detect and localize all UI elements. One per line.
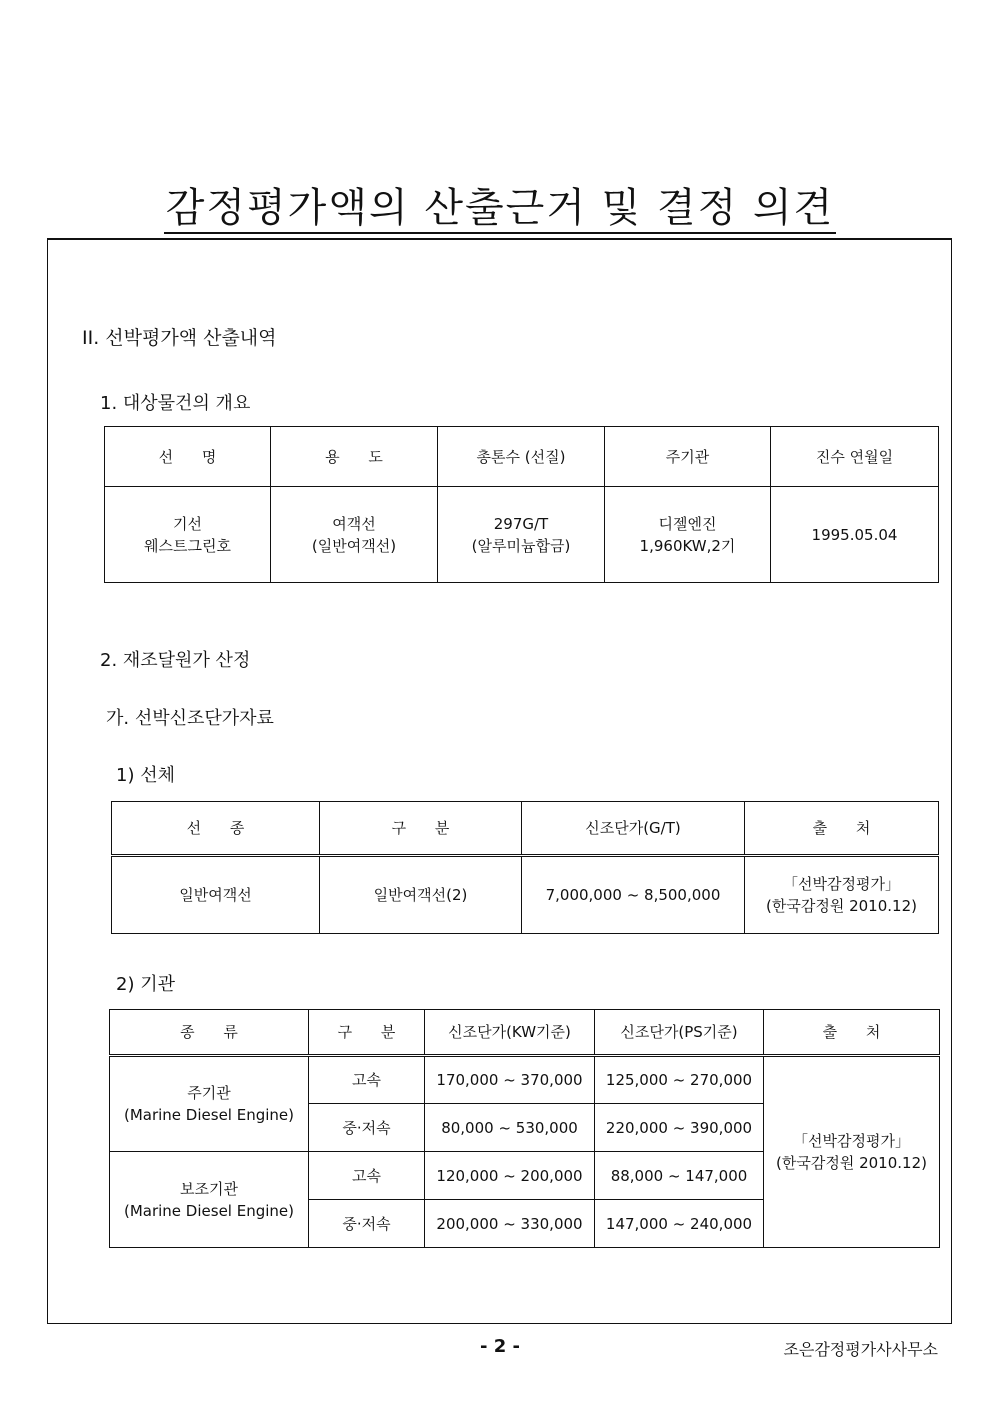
header-tonnage: 총톤수 (선질) [438, 427, 605, 487]
cell-speed: 중·저속 [309, 1104, 425, 1152]
header-ship-type: 선 종 [112, 802, 320, 856]
page-number: - 2 - [480, 1336, 520, 1357]
header-price-kw: 신조단가(KW기준) [425, 1010, 595, 1056]
cell-price-ps: 147,000 ~ 240,000 [595, 1200, 764, 1248]
header-launch-date: 진수 연월일 [771, 427, 939, 487]
cell-price-kw: 120,000 ~ 200,000 [425, 1152, 595, 1200]
header-source: 출 처 [745, 802, 939, 856]
cell-ship-name: 기선 웨스트그린호 [105, 487, 271, 583]
header-ship-name: 선 명 [105, 427, 271, 487]
cell-engine-source: 「선박감정평가」 (한국감정원 2010.12) [764, 1056, 940, 1248]
cell-price-ps: 88,000 ~ 147,000 [595, 1152, 764, 1200]
subsection-newbuild-data-heading: 가. 선박신조단가자료 [106, 708, 274, 729]
cell-usage: 여객선 (일반여객선) [271, 487, 438, 583]
cell-speed: 중·저속 [309, 1200, 425, 1248]
cell-speed: 고속 [309, 1152, 425, 1200]
cell-main-engine-group: 주기관 (Marine Diesel Engine) [110, 1056, 309, 1152]
cell-price-kw: 80,000 ~ 530,000 [425, 1104, 595, 1152]
cell-ship-type: 일반여객선 [112, 856, 320, 934]
cell-aux-engine-group: 보조기관 (Marine Diesel Engine) [110, 1152, 309, 1248]
header-price-ps: 신조단가(PS기준) [595, 1010, 764, 1056]
header-category: 구 분 [320, 802, 522, 856]
cell-launch-date: 1995.05.04 [771, 487, 939, 583]
cell-price-kw: 170,000 ~ 370,000 [425, 1056, 595, 1104]
cell-main-engine: 디젤엔진 1,960KW,2기 [605, 487, 771, 583]
cell-price-kw: 200,000 ~ 330,000 [425, 1200, 595, 1248]
section-heading: II. 선박평가액 산출내역 [82, 327, 277, 349]
hull-heading: 1) 선체 [116, 765, 175, 786]
cell-speed: 고속 [309, 1056, 425, 1104]
office-name: 조은감정평가사사무소 [783, 1340, 938, 1359]
cell-tonnage: 297G/T (알루미늄합금) [438, 487, 605, 583]
subsection-overview-heading: 1. 대상물건의 개요 [100, 393, 251, 414]
header-speed-class: 구 분 [309, 1010, 425, 1056]
overview-table [104, 426, 939, 583]
cell-source: 「선박감정평가」 (한국감정원 2010.12) [745, 856, 939, 934]
cell-unit-price: 7,000,000 ~ 8,500,000 [522, 856, 745, 934]
engine-table [109, 1009, 940, 1248]
header-unit-price: 신조단가(G/T) [522, 802, 745, 856]
header-engine-source: 출 처 [764, 1010, 940, 1056]
header-usage: 용 도 [271, 427, 438, 487]
cell-price-ps: 125,000 ~ 270,000 [595, 1056, 764, 1104]
subsection-replacement-cost-heading: 2. 재조달원가 산정 [100, 650, 251, 671]
document-title: 감정평가액의 산출근거 및 결정 의견 [0, 183, 1000, 233]
hull-table [111, 801, 939, 934]
engine-heading: 2) 기관 [116, 974, 175, 995]
header-engine-type: 종 류 [110, 1010, 309, 1056]
header-main-engine: 주기관 [605, 427, 771, 487]
cell-price-ps: 220,000 ~ 390,000 [595, 1104, 764, 1152]
cell-category: 일반여객선(2) [320, 856, 522, 934]
